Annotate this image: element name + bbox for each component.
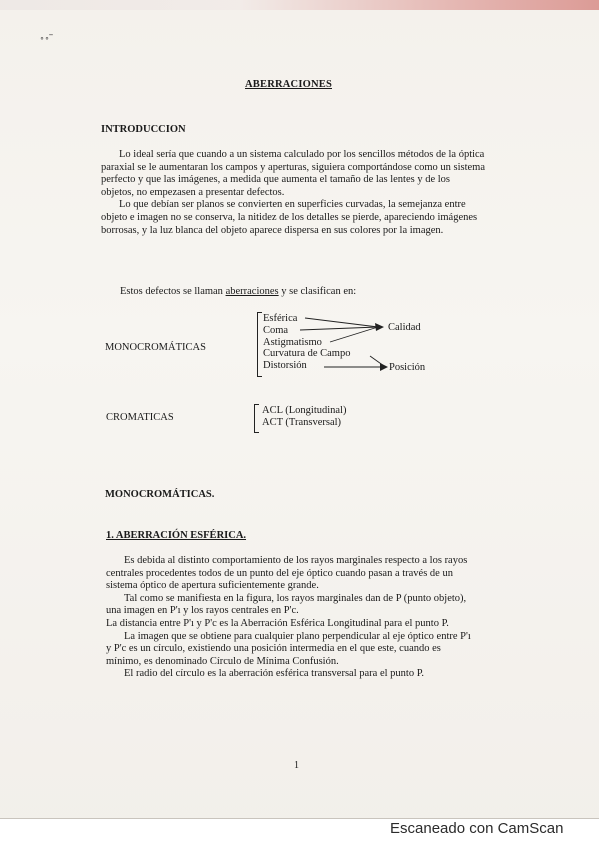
classify-prefix: Estos defectos se llaman bbox=[120, 286, 226, 297]
intro-paragraph-1: Lo ideal sería que cuando a un sistema calculado por los sencillos métodos de la óptica paraxial se le aumentaran los campos y aperturas, siguiera comportándose como un sistema perfecto y que las imágenes, a medida que aumenta el tamaño de las lentes y de los objetos, no empezasen a presentar defectos. bbox=[101, 149, 485, 198]
page-number: 1 bbox=[294, 760, 299, 771]
cromaticas-list bbox=[262, 405, 346, 429]
cromaticas-label: CROMATICAS bbox=[106, 412, 174, 423]
page-title: ABERRACIONES bbox=[245, 79, 332, 90]
intro-heading: INTRODUCCION bbox=[101, 124, 186, 135]
esferica-paragraph-1: Es debida al distinto comportamiento de los rayos marginales respecto a los rayos centrales procedentes todos de un punto del eje óptico cuando pasan a través de un sistema óptico de apertura suficientemente grande. bbox=[106, 555, 468, 592]
monocromaticas-heading: MONOCROMÁTICAS. bbox=[105, 489, 215, 500]
posicion-label: Posición bbox=[389, 362, 426, 373]
item-act: ACT (Transversal) bbox=[262, 416, 342, 428]
item-astigmatismo: Astigmatismo bbox=[263, 336, 322, 348]
arrowhead-calidad bbox=[375, 323, 384, 331]
item-curvatura: Curvatura de Campo bbox=[263, 348, 351, 360]
item-acl: ACL (Longitudinal) bbox=[262, 405, 347, 416]
monocromaticas-label: MONOCROMÁTICAS bbox=[105, 342, 206, 353]
item-distorsion: Distorsión bbox=[263, 360, 307, 372]
item-coma: Coma bbox=[263, 324, 289, 336]
item-esferica: Esférica bbox=[263, 313, 298, 324]
corner-mark: ̥ ̥˗ bbox=[42, 26, 55, 40]
arrow-coma bbox=[300, 327, 378, 330]
esferica-text bbox=[106, 555, 478, 681]
intro-paragraph-2: Lo que debían ser planos se convierten en superficies curvadas, la semejanza entre objeto e imagen no se conserva, la nitidez de los detalles se pierde, apareciendo imágenes borrosas, y la luz blanca del objeto aparece dispersa en sus colores por la imagen. bbox=[101, 199, 478, 236]
arrow-astigmatismo bbox=[330, 327, 378, 342]
classify-term: aberraciones bbox=[225, 286, 279, 297]
scanner-watermark: Escaneado con CamScan bbox=[390, 820, 564, 837]
esferica-paragraph-2: Tal como se manifiesta en la figura, los rayos marginales dan de P (punto objeto), una imagen en P'ı y los rayos centrales en P'c. bbox=[106, 592, 467, 617]
esferica-paragraph-3: La distancia entre P'ı y P'c es la Aberración Esférica Longitudinal para el punto P. bbox=[106, 617, 449, 629]
classify-suffix: y se clasifican en: bbox=[278, 286, 357, 297]
cromaticas-bracket bbox=[254, 404, 259, 433]
classification-arrows bbox=[0, 0, 599, 420]
aberracion-esferica-heading: 1. ABERRACIÓN ESFÉRICA. bbox=[106, 530, 247, 541]
esferica-paragraph-4: La imagen que se obtiene para cualquier plano perpendicular al eje óptico entre P'ı y P'c es un círculo, existiendo una posición intermedia en el que este, cuando es mínimo, es denominado Círculo de Mínima Confusión. bbox=[106, 630, 471, 667]
esferica-paragraph-5: El radio del círculo es la aberración esférica transversal para el punto P. bbox=[124, 668, 424, 680]
arrow-esferica bbox=[305, 318, 378, 327]
calidad-label: Calidad bbox=[388, 322, 421, 333]
arrowhead-posicion bbox=[380, 363, 388, 371]
